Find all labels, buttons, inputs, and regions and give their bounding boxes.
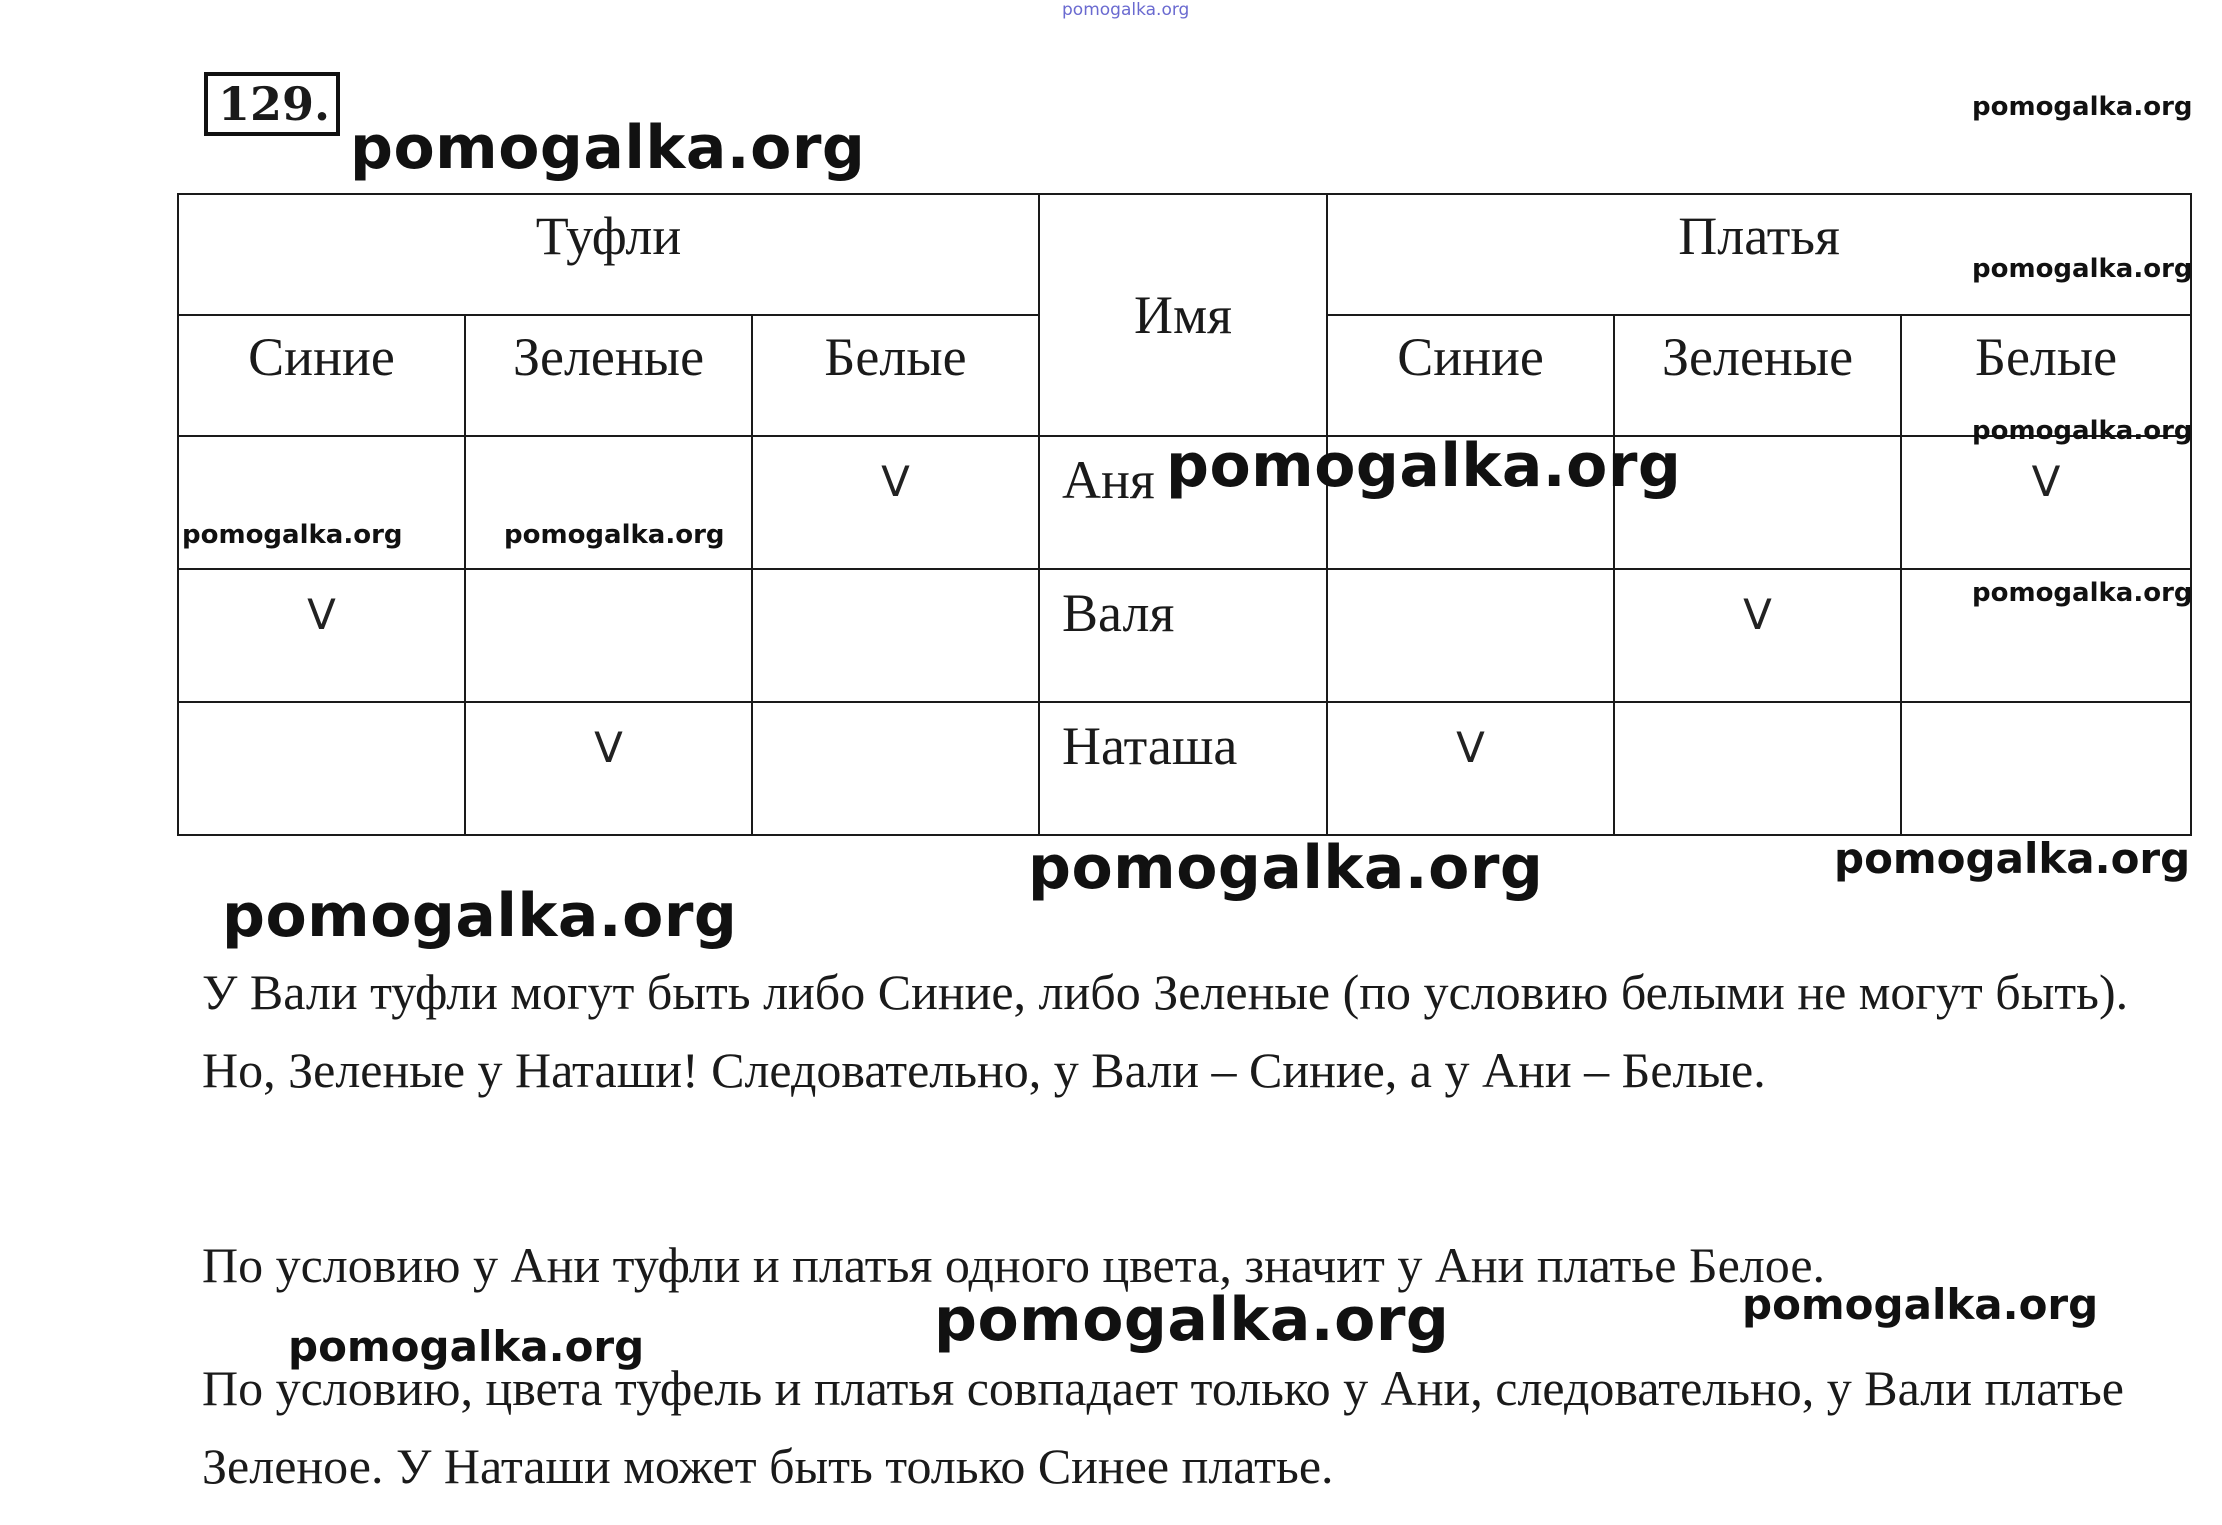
header-shoes: Туфли: [178, 194, 1039, 315]
cell-valya-shoes-blue: V: [178, 569, 465, 702]
watermark-table-6: pomogalka.org: [1972, 578, 2193, 608]
watermark-mid-3: pomogalka.org: [222, 881, 738, 951]
watermark-top-right: pomogalka.org: [1972, 92, 2193, 122]
row-name-natasha: Наташа: [1039, 702, 1327, 835]
watermark-bottom-3: pomogalka.org: [288, 1322, 645, 1371]
watermark-bottom-1: pomogalka.org: [934, 1285, 1450, 1355]
cell-anya-shoes-white: V: [752, 436, 1039, 569]
header-dresses-blue: Синие: [1327, 315, 1614, 436]
cell-natasha-shoes-green: V: [465, 702, 752, 835]
cell-valya-shoes-green: [465, 569, 752, 702]
cell-natasha-dress-white: [1901, 702, 2191, 835]
cell-natasha-dress-green: [1614, 702, 1901, 835]
header-shoes-green: Зеленые: [465, 315, 752, 436]
paragraph-3: По условию, цвета туфель и платья совпадает только у Ани, следовательно, у Вали платье Зеленое. У Наташи может быть только Синее платье.: [202, 1360, 2124, 1494]
watermark-top: pomogalka.org: [1062, 0, 1190, 20]
row-name-valya: Валя: [1039, 569, 1327, 702]
watermark-table-3: pomogalka.org: [1166, 431, 1682, 501]
header-shoes-white: Белые: [752, 315, 1039, 436]
cell-valya-shoes-white: [752, 569, 1039, 702]
header-name: Имя: [1039, 194, 1327, 436]
cell-natasha-dress-blue: V: [1327, 702, 1614, 835]
watermark-mid-1: pomogalka.org: [1028, 833, 1544, 903]
cell-natasha-shoes-blue: [178, 702, 465, 835]
watermark-table-4: pomogalka.org: [182, 520, 403, 550]
watermark-mid-2: pomogalka.org: [1834, 834, 2191, 883]
row-name-anya: Аня: [1039, 436, 1327, 569]
watermark-table-1: pomogalka.org: [1972, 254, 2193, 284]
header-dresses: Платья: [1327, 194, 2191, 315]
watermark-table-2: pomogalka.org: [1972, 416, 2193, 446]
paragraph-1: У Вали туфли могут быть либо Синие, либо Зеленые (по условию белыми не могут быть). Но, Зеленые у Наташи! Следовательно, у Вали – Синие, а у Ани – Белые.: [202, 964, 2129, 1098]
cell-anya-dress-white: V: [1901, 436, 2191, 569]
cell-valya-dress-blue: [1327, 569, 1614, 702]
shoes-dresses-table: [177, 193, 2192, 836]
header-dresses-green: Зеленые: [1614, 315, 1901, 436]
watermark-table-5: pomogalka.org: [504, 520, 725, 550]
cell-valya-dress-green: V: [1614, 569, 1901, 702]
watermark-header: pomogalka.org: [350, 113, 866, 183]
paragraph-2: По условию у Ани туфли и платья одного цвета, значит у Ани платье Белое.: [202, 1237, 1826, 1293]
header-dresses-white: Белые: [1901, 315, 2191, 436]
table-row: [178, 702, 2191, 835]
watermark-bottom-2: pomogalka.org: [1742, 1280, 2099, 1329]
cell-natasha-shoes-white: [752, 702, 1039, 835]
table-row: [178, 569, 2191, 702]
header-shoes-blue: Синие: [178, 315, 465, 436]
task-number: 129.: [204, 72, 340, 136]
